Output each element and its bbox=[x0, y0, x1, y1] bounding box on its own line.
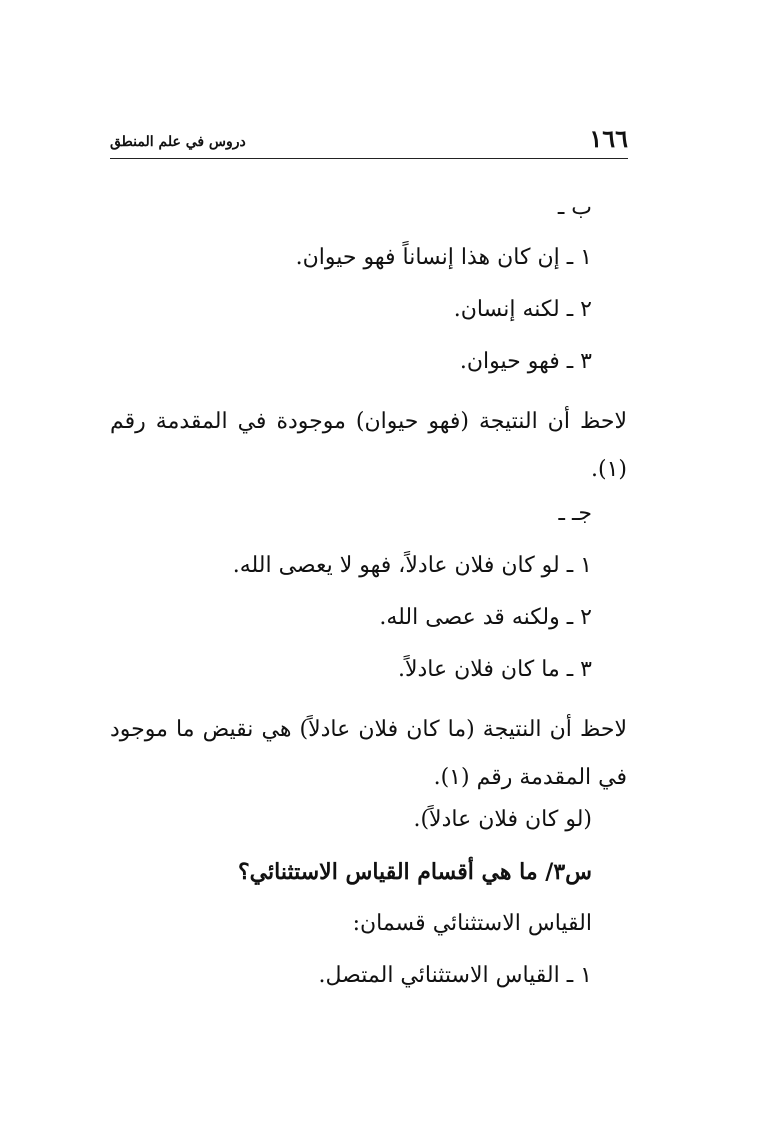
section-b-note: لاحظ أن النتيجة (فهو حيوان) موجودة في المقدمة رقم (١). bbox=[110, 409, 627, 482]
answer-intro: القياس الاستثنائي قسمان: bbox=[352, 911, 592, 936]
page-header bbox=[110, 124, 628, 159]
section-j-item-3: ٣ ـ ما كان فلان عادلاً. bbox=[397, 657, 592, 682]
page-number: ١٦٦ bbox=[589, 124, 628, 153]
section-j-note-extra: (لو كان فلان عادلاً). bbox=[413, 807, 592, 832]
running-title: دروس في علم المنطق bbox=[110, 134, 246, 150]
question-title: س٣/ ما هي أقسام القياس الاستثنائي؟ bbox=[237, 859, 592, 885]
section-b-item-1: ١ ـ إن كان هذا إنساناً فهو حيوان. bbox=[295, 245, 592, 270]
section-b-item-2: ٢ ـ لكنه إنسان. bbox=[453, 297, 592, 322]
section-j-item-1: ١ ـ لو كان فلان عادلاً، فهو لا يعصى الله. bbox=[232, 553, 592, 578]
answer-item-1: ١ ـ القياس الاستثنائي المتصل. bbox=[318, 963, 592, 988]
section-j-label: جـ ـ bbox=[558, 501, 592, 526]
section-j-note: لاحظ أن النتيجة (ما كان فلان عادلاً) هي نقيض ما موجود في المقدمة رقم (١). bbox=[110, 717, 627, 790]
section-j-item-2: ٢ ـ ولكنه قد عصى الله. bbox=[379, 605, 592, 630]
section-b-label: ب ـ bbox=[557, 195, 592, 220]
section-b-item-3: ٣ ـ فهو حيوان. bbox=[459, 349, 592, 374]
